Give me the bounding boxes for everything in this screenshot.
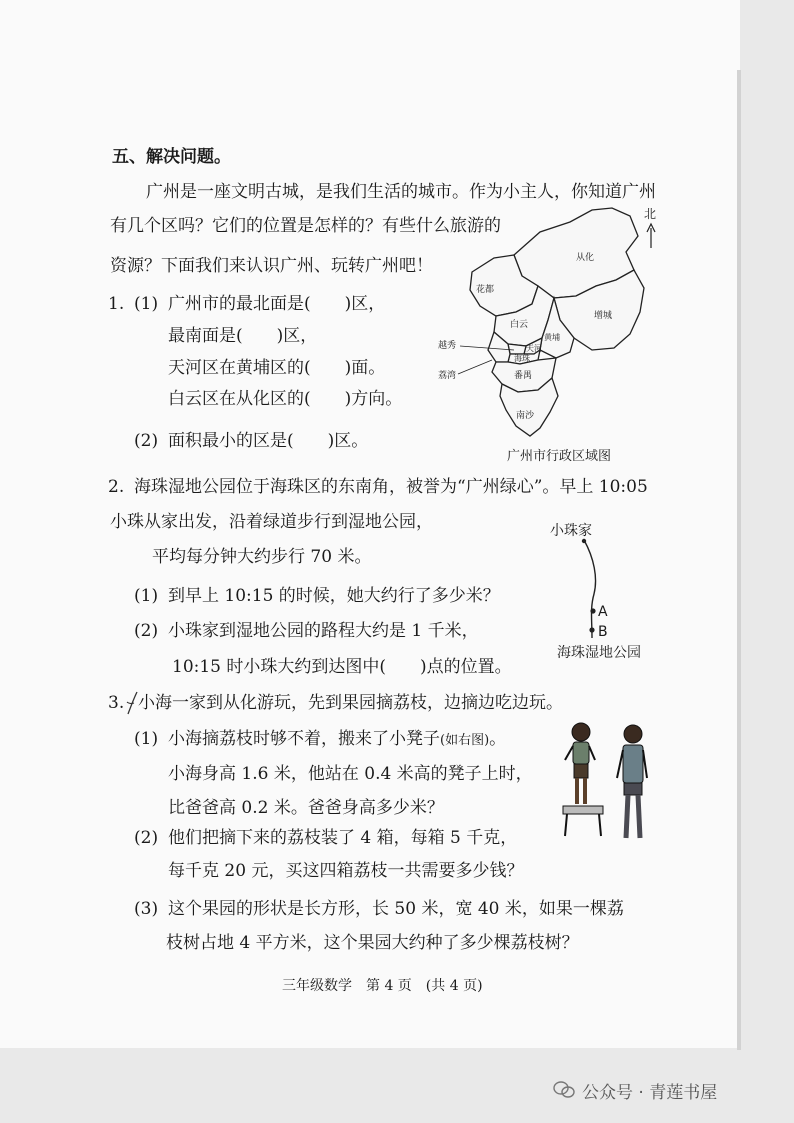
map-label-haizhu: 海珠 bbox=[514, 354, 530, 363]
q1-part2-mark: (2) bbox=[134, 431, 159, 451]
wechat-icon bbox=[553, 1080, 575, 1100]
q1-number: 1. bbox=[108, 294, 125, 314]
intro-line-1: 广州是一座文明古城，是我们生活的城市。作为小主人，你知道广州 bbox=[146, 182, 656, 202]
q3-part2-line1: 他们把摘下来的荔枝装了 4 箱，每箱 5 千克， bbox=[168, 828, 518, 848]
route-start-label: 小珠家 bbox=[550, 523, 592, 539]
map-label-zengcheng: 增城 bbox=[594, 311, 613, 321]
q1-part1-line3: 天河区在黄埔区的( )面。 bbox=[168, 358, 386, 378]
q2-part2-mark: (2) bbox=[134, 621, 159, 641]
map-north-label: 北 bbox=[644, 207, 657, 221]
q1-part1-line1: 广州市的最北面是( )区， bbox=[168, 294, 386, 314]
route-point-a-label: A bbox=[598, 604, 608, 620]
map-label-huadu: 花都 bbox=[476, 285, 495, 295]
map-label-nansha: 南沙 bbox=[516, 411, 535, 421]
q3-line1: 小海一家到从化游玩，先到果园摘荔枝，边摘边吃边玩。 bbox=[138, 693, 563, 713]
q3-part2-mark: (2) bbox=[134, 828, 159, 848]
q3-part1-line3: 比爸爸高 0.2 米。爸爸身高多少米？ bbox=[168, 798, 444, 818]
route-point-b-label: B bbox=[598, 624, 608, 640]
q2-part2-line2: 10:15 时小珠大约到达图中( )点的位置。 bbox=[172, 657, 512, 677]
q3-part1-mark: (1) bbox=[134, 729, 159, 749]
boy-and-father-illustration bbox=[555, 718, 665, 848]
route-point-a bbox=[590, 608, 595, 613]
map-label-huangpu: 黄埔 bbox=[544, 333, 560, 342]
q2-line2: 小珠从家出发，沿着绿道步行到湿地公园， bbox=[110, 512, 433, 532]
q3-part1-line1: 小海摘荔枝时够不着，搬来了小凳子(如右图)。 bbox=[168, 729, 507, 749]
q2-part1: 到早上 10:15 的时候，她大约行了多少米？ bbox=[168, 586, 500, 606]
q1-part2-line1: 面积最小的区是( )区。 bbox=[168, 431, 369, 451]
q3-part3-mark: (3) bbox=[134, 899, 159, 919]
page-edge bbox=[737, 70, 741, 1050]
route-point-b bbox=[589, 627, 594, 632]
q2-part2-line1: 小珠家到湿地公园的路程大约是 1 千米， bbox=[168, 621, 479, 641]
guangzhou-map bbox=[430, 200, 670, 445]
q2-line1: 海珠湿地公园位于海珠区的东南角，被誉为“广州绿心”。早上 10:05 bbox=[134, 477, 648, 497]
q3-part3-line2: 枝树占地 4 平方米，这个果园大约种了多少棵荔枝树？ bbox=[166, 933, 579, 953]
watermark-text: 公众号 · 青莲书屋 bbox=[582, 1083, 718, 1103]
map-label-tianhe: 天河 bbox=[526, 344, 542, 353]
intro-line-2: 有几个区吗？它们的位置是怎样的？有些什么旅游的 bbox=[110, 216, 501, 236]
map-label-conghua: 从化 bbox=[576, 253, 595, 263]
map-label-yuexiu: 越秀 bbox=[438, 341, 457, 351]
q3-part1-line2: 小海身高 1.6 米，他站在 0.4 米高的凳子上时， bbox=[168, 764, 533, 784]
route-diagram bbox=[560, 538, 620, 648]
q2-line3: 平均每分钟大约步行 70 米。 bbox=[152, 547, 372, 567]
map-label-panyu: 番禺 bbox=[514, 371, 533, 381]
route-end-label: 海珠湿地公园 bbox=[557, 645, 641, 661]
intro-line-3: 资源？下面我们来认识广州、玩转广州吧！ bbox=[110, 256, 433, 276]
q2-part1-mark: (1) bbox=[134, 586, 159, 606]
q1-part1-mark: (1) bbox=[134, 294, 159, 314]
q1-part1-line2: 最南面是( )区， bbox=[168, 326, 318, 346]
q3-part3-line1: 这个果园的形状是长方形，长 50 米，宽 40 米，如果一棵荔 bbox=[168, 899, 624, 919]
section-title: 五、解决问题。 bbox=[112, 147, 231, 167]
map-label-baiyun: 白云 bbox=[510, 320, 529, 330]
map-label-liwan: 荔湾 bbox=[438, 371, 457, 381]
q3-part2-line2: 每千克 20 元，买这四箱荔枝一共需要多少钱？ bbox=[168, 861, 524, 881]
q2-number: 2. bbox=[108, 477, 125, 497]
page-footer: 三年级数学 第 4 页 (共 4 页) bbox=[282, 978, 483, 994]
q1-part1-line4: 白云区在从化区的( )方向。 bbox=[168, 389, 403, 409]
q3-number: 3. bbox=[108, 693, 125, 713]
map-caption: 广州市行政区域图 bbox=[507, 449, 612, 464]
